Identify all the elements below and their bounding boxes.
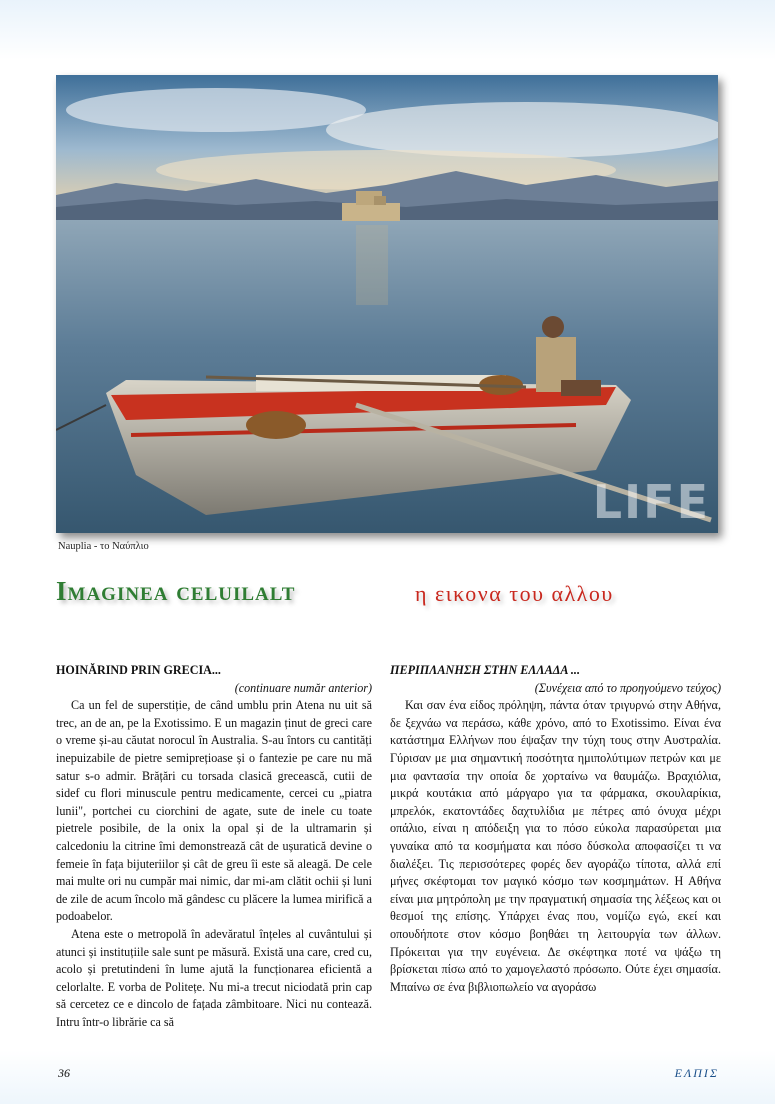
greek-column bbox=[390, 662, 721, 996]
page-number: 36 bbox=[58, 1066, 70, 1080]
greek-heading: ΠΕΡΙΠΛΑΝΗΣΗ ΣΤΗΝ ΕΛΛΑΔΑ ... bbox=[390, 663, 581, 677]
harbor-photo bbox=[56, 75, 718, 533]
romanian-paragraph: Ca un fel de superstiție, de când umblu prin Atena nu uit să trec, an de an, pe la Exotissimo. E un magazin ținut de greci care o vreme și-au căutat norocul în Australia. S-au întors cu cantități inepuizabile de pietre semiprețioase și o fantezie pe care nu mă satur s-o admir. Brățări cu torsada clasică grecească, cutii de sidef cu flori minuscule pentru medicamente, cercei cu „piatra lunii", portchei cu ciorchini de agate, sute de inele cu toate pietrele posibile, de la onix la opal și de la ultramarin și calcedoniu la citrine îmi demonstrează cât de ușuratică devine o femeie în fața bijuteriilor și cât de greu îi este să aleagă. De cele mai multe ori nu cumpăr mai nimic, dar mi-am clătit ochii și luni de zile de acum încolo mă gândesc cu plăcere la lumea mirifică a podoabelor. bbox=[56, 698, 372, 924]
photo-caption: Nauplia - το Ναύπλιο bbox=[58, 541, 149, 552]
greek-paragraph: Και σαν ένα είδος πρόληψη, πάντα όταν τριγυρνώ στην Αθήνα, δε ξεχνάω να περάσω, κάθε χρόνο, από το Exotissimo. Είναι ένα κατάστημα Ελλήνων που έψαξαν την τύχη τους στην Αυστραλία. Γύρισαν με μια σημαντική ποσότητα ημιπολύτιμων πετρών και με μια φαντασία την οποία δε χορταίνω να θαυμάζω. Βραχιόλια, μικρά κουτάκια από μάργαρο για τα φάρμακα, σκουλαρίκια, μπρελόκ, εκατοντάδες δαχτυλίδια με πέτρες από όνυχα μέχρι οπάλιο, είναι η απόδειξη για το πόσο εύκολα παρασύρεται μια γυναίκα από τα κοσμήματα και πόσο δύσκολα αποφασίζει τι να διαλέξει. Τις περισσότερες φορές δεν αγοράζω τίποτα, αλλά επί μήνες σκέφτομαι τον μαγικό κόσμο των κοσμημάτων. Η Αθήνα είναι μια μητρόπολη με την πραγματική σημασία της λέξεως και οι θεσμοί της επίσης. Υπάρχει ένας που, νομίζω εγώ, εκεί και οπουδήποτε στον κόσμο βοηθάει τη λειτουργία των άλλων. Πρόκειται για την ευγένεια. Δε σκέφτηκα ποτέ να ψάξω τη βρίσκεται πίσω από το χαμογελαστό πρόσωπο. Ούτε έχει σημασία. Μπαίνω σε ένα βιβλιοπωλείο να αγοράσω bbox=[390, 698, 721, 994]
title-greek: η εικονα του αλλου bbox=[415, 581, 614, 606]
romanian-paragraph: Atena este o metropolă în adevăratul înțeles al cuvântului și atunci și instituțiile sale sunt pe măsură. Există una care, cred cu, acolo și pretutindeni în lume ajută la funcționarea eficientă a celorlalte. E vorba de Politețe. Nu mi-a trecut niciodată prin cap să cercetez ce e dincolo de fațada zâmbitoare. Nici nu contează. Intru într-o librărie ca să bbox=[56, 926, 372, 1029]
romanian-heading: HOINĂRIND PRIN GRECIA... bbox=[56, 663, 221, 677]
magazine-name: ΕΛΠΙΣ bbox=[674, 1066, 719, 1080]
romanian-subheading: (continuare număr anterior) bbox=[234, 680, 372, 695]
photo-illustration bbox=[56, 75, 718, 533]
title-romanian: Imaginea celuilalt bbox=[56, 576, 296, 606]
greek-subheading: (Συνέχεια από το προηγούμενο τεύχος) bbox=[534, 680, 721, 695]
photo-watermark: LIFE bbox=[592, 475, 710, 529]
romanian-column bbox=[56, 662, 372, 1031]
